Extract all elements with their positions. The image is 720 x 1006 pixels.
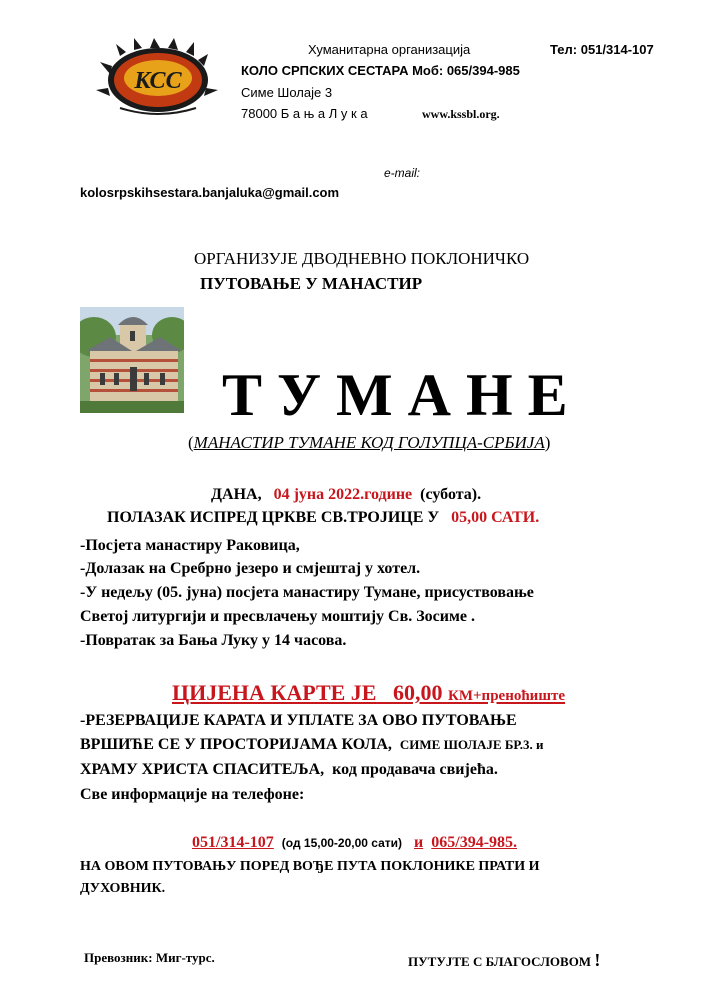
reservation-line-2 xyxy=(80,736,543,754)
itinerary-item-2: -Долазак на Сребрно језеро и смјештај у хотел. xyxy=(80,560,421,577)
price-suffix: КМ+преноћиште xyxy=(447,688,566,704)
subtitle-open-paren: ( xyxy=(188,433,194,452)
subtitle xyxy=(188,433,550,453)
intro-line-2: ПУТОВАЊЕ У МАНАСТИР xyxy=(200,274,423,293)
email-label: e-mail: xyxy=(384,166,421,180)
city: 78000 Б а њ а Л у к а xyxy=(241,106,368,121)
phone-2[interactable]: 065/394-985. xyxy=(431,834,518,851)
guide-line-1: НА ОВОМ ПУТОВАЊУ ПОРЕД ВОЂЕ ПУТА ПОКЛОНИКЕ ПРАТИ И xyxy=(80,859,540,874)
email-link[interactable]: kolosrpskihsestara.banjaluka@gmail.com xyxy=(80,185,340,200)
blessing-exclamation: ! xyxy=(594,950,601,970)
subtitle-close-paren: ) xyxy=(544,433,551,452)
org-type: Хуманитарна организација xyxy=(308,42,471,57)
intro-line-1: ОРГАНИЗУЈЕ ДВОДНЕВНО ПОКЛОНИЧКО xyxy=(194,249,530,268)
phone-hours: (од 15,00-20,00 сати) xyxy=(281,836,403,850)
trip-day: (субота). xyxy=(420,486,482,503)
departure-time: 05,00 САТИ. xyxy=(451,509,540,526)
ticket-price xyxy=(172,680,565,706)
date-line xyxy=(211,486,481,504)
website-link[interactable]: www.kssbl.org. xyxy=(422,107,500,121)
departure-line xyxy=(107,509,539,527)
departure-text: ПОЛАЗАК ИСПРЕД ЦРКВЕ СВ.ТРОЈИЦЕ У xyxy=(107,509,440,526)
trip-date: 04 јуна 2022.године xyxy=(273,486,413,503)
reservation-line-1: -РЕЗЕРВАЦИЈЕ КАРАТА И УПЛАТЕ ЗА ОВО ПУТОВАЊЕ xyxy=(80,712,517,729)
reservation-line-2-b: СИМЕ ШОЛАЈЕ БР.3. и xyxy=(399,737,544,752)
organization-logo xyxy=(90,38,226,120)
phone-1[interactable]: 051/314-107 xyxy=(192,834,274,851)
org-name-mobile: КОЛО СРПСКИХ СЕСТАРА Моб: 065/394-985 xyxy=(241,63,520,78)
phones-and: и xyxy=(414,834,424,851)
price-label: ЦИЈЕНА КАРТЕ ЈЕ xyxy=(172,680,377,705)
subtitle-text: МАНАСТИР ТУМАНЕ КОД ГОЛУПЦА-СРБИЈА xyxy=(193,433,545,452)
itinerary-item-1: -Посјета манастиру Раковица, xyxy=(80,537,300,554)
carrier: Превозник: Миг-турс. xyxy=(84,950,215,965)
date-label: ДАНА, xyxy=(211,486,262,503)
contact-phones xyxy=(192,834,517,852)
itinerary-item-3: -У недељу (05. јуна) посјета манастиру Тумане, присуствовање xyxy=(80,584,534,601)
guide-line-2: ДУХОВНИК. xyxy=(80,881,166,896)
monastery-title: Т У М А Н Е xyxy=(222,362,568,428)
itinerary-item-5: -Повратак за Бања Луку у 14 часова. xyxy=(80,632,347,649)
price-amount: 60,00 xyxy=(392,680,443,705)
blessing-text: ПУТУЈТЕ С БЛАГОСЛОВОМ xyxy=(408,954,592,969)
reservation-line-4: Све информације на телефоне: xyxy=(80,786,305,803)
monastery-photo xyxy=(80,307,184,413)
reservation-line-3-a: ХРАМУ ХРИСТА СПАСИТЕЉА, xyxy=(80,761,325,778)
reservation-line-2-a: ВРШИЋЕ СЕ У ПРОСТОРИЈАМА КОЛА, xyxy=(80,736,392,753)
logo-initials: КСС xyxy=(134,68,182,94)
reservation-line-3-b: код продавача свијећа. xyxy=(332,761,498,778)
itinerary-item-4: Светој литургији и пресвлачењу моштију Св. Зосиме . xyxy=(80,608,475,625)
street-address: Симе Шолаје 3 xyxy=(241,85,333,100)
blessing xyxy=(408,950,600,971)
telephone: Тел: 051/314-107 xyxy=(550,42,654,57)
reservation-line-3 xyxy=(80,761,498,779)
